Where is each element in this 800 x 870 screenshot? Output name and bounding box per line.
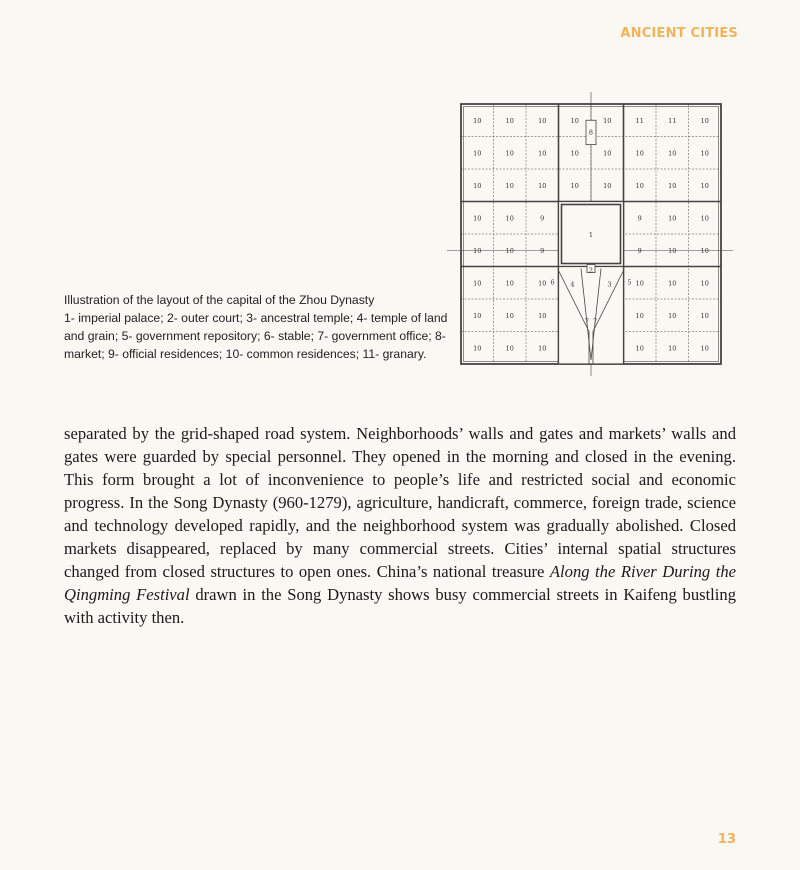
- market-label: 8: [588, 128, 594, 137]
- body-text-end: drawn in the Song Dynasty shows busy commercial streets in Kaifeng bustling with activity then.: [64, 585, 736, 627]
- grid-cell-label: 10: [700, 181, 709, 190]
- grid-cell-label: 11: [668, 116, 677, 125]
- grid-cell-label: 11: [635, 116, 644, 125]
- grid-cell-label: 10: [538, 181, 547, 190]
- page-number: 13: [717, 832, 736, 847]
- grid-cell-label: 10: [570, 149, 579, 158]
- grid-cell-label: 10: [473, 181, 482, 190]
- grid-cell-label: 10: [635, 149, 644, 158]
- grid-cell-label: 9: [540, 246, 545, 255]
- grid-cell-label: 10: [668, 214, 677, 223]
- caption-legend: 1- imperial palace; 2- outer court; 3- ancestral temple; 4- temple of land and grain; 5- government repository; 6- stable; 7- government office; 8- market; 9- official residences; 10- common residences; 11- granary.: [64, 311, 448, 361]
- section-title: ANCIENT CITIES: [620, 26, 738, 41]
- grid-cell-label: 10: [505, 279, 514, 288]
- stable-label: 6: [550, 278, 555, 287]
- grid-cell-label: 10: [505, 214, 514, 223]
- grid-cell-label: 10: [668, 246, 677, 255]
- grid-cell-label: 10: [668, 181, 677, 190]
- grid-cell-label: 10: [505, 149, 514, 158]
- grid-cell-label: 10: [473, 246, 482, 255]
- body-paragraph: [64, 422, 736, 629]
- repository-label: 5: [627, 278, 632, 287]
- grid-cell-label: 10: [700, 116, 709, 125]
- artwork-title: Along the River During the Qingming Festival: [64, 562, 736, 604]
- grid-cell-label: 10: [505, 116, 514, 125]
- grid-cell-label: 10: [603, 149, 612, 158]
- grid-cell-label: 10: [505, 181, 514, 190]
- figure-caption: [64, 291, 449, 363]
- grid-cell-label: 10: [473, 311, 482, 320]
- grid-cell-label: 10: [473, 344, 482, 353]
- grid-cell-label: 10: [538, 344, 547, 353]
- grid-cell-label: 10: [700, 246, 709, 255]
- grid-cell-label: 10: [473, 279, 482, 288]
- grid-cell-label: 10: [603, 181, 612, 190]
- zhou-capital-layout-diagram: [447, 92, 747, 384]
- temple-land-grain-label: 4: [570, 280, 575, 289]
- grid-cell-label: 10: [473, 116, 482, 125]
- caption-title: Illustration of the layout of the capital of the Zhou Dynasty: [64, 293, 375, 307]
- grid-cell-label: 9: [540, 214, 545, 223]
- grid-cell-label: 10: [473, 214, 482, 223]
- grid-cell-label: 10: [668, 279, 677, 288]
- grid-cell-label: 10: [668, 311, 677, 320]
- grid-cell-label: 10: [700, 149, 709, 158]
- grid-cell-label: 10: [538, 149, 547, 158]
- grid-cell-label: 10: [570, 116, 579, 125]
- grid-cell-label: 10: [635, 279, 644, 288]
- grid-cell-label: 10: [700, 311, 709, 320]
- grid-cell-label: 10: [538, 311, 547, 320]
- body-text-start: separated by the grid-shaped road system. Neighborhoods’ walls and gates and markets’ walls and gates were guarded by special personnel. They opened in the morning and closed in the evening. This form brought a lot of inconvenience to people’s life and restricted social and economic progress. In the Song Dynasty (960-1279), agriculture, handicraft, commerce, foreign trade, science and technology developed rapidly, and the neighborhood system was gradually abolished. Closed markets disappeared, replaced by many commercial streets. Cities’ internal spatial structures changed from closed structures to open ones. China’s national treasure: [64, 424, 736, 581]
- grid-cell-label: 10: [505, 246, 514, 255]
- outer-court-label: 2: [588, 266, 594, 275]
- ancestral-temple-label: 3: [607, 280, 612, 289]
- grid-cell-label: 10: [505, 344, 514, 353]
- outer-court-precinct: [559, 267, 624, 365]
- grid-cell-label: 10: [538, 279, 547, 288]
- grid-cell-label: 9: [637, 214, 642, 223]
- grid-cell-label: 10: [668, 344, 677, 353]
- grid-cell-label: 10: [700, 214, 709, 223]
- grid-cell-label: 10: [700, 279, 709, 288]
- palace-label: 1: [588, 231, 594, 239]
- grid-cell-label: 10: [668, 149, 677, 158]
- grid-cell-label: 10: [473, 149, 482, 158]
- grid-cell-label: 10: [505, 311, 514, 320]
- grid-cell-label: 10: [700, 344, 709, 353]
- grid-cell-label: 10: [635, 311, 644, 320]
- grid-cell-label: 10: [635, 344, 644, 353]
- grid-cell-label: 10: [635, 181, 644, 190]
- government-office-label: 7: [592, 317, 598, 326]
- grid-cell-label: 10: [603, 116, 612, 125]
- grid-cell-label: 10: [570, 181, 579, 190]
- grid-cell-label: 10: [538, 116, 547, 125]
- grid-cell-label: 9: [637, 246, 642, 255]
- government-office-label: 7: [584, 317, 590, 326]
